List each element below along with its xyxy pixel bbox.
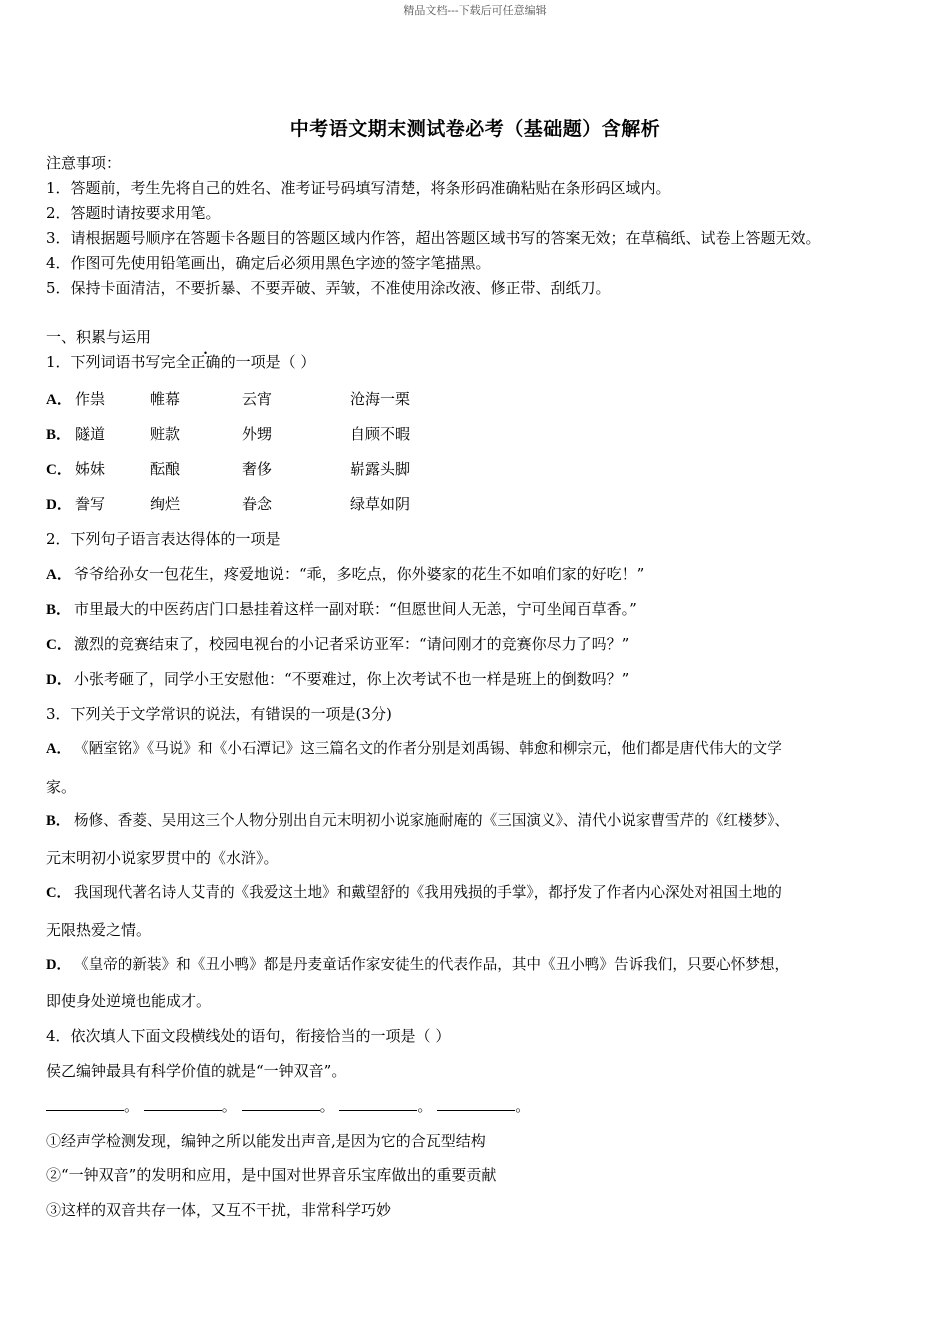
sentence-item: ①经声学检测发现，编钟之所以能发出声音,是因为它的合瓦型结构 (46, 1132, 486, 1150)
option-text-cont: 即使身处逆境也能成才。 (46, 992, 212, 1010)
answer-blank (242, 1096, 320, 1111)
option-letter: A． (46, 392, 72, 408)
option-word: 赃款 (150, 425, 181, 443)
option-b (46, 811, 789, 831)
sentence-item: ③这样的双音共存一体，又互不干扰，非常科学巧妙 (46, 1201, 392, 1219)
option-word: 酝酿 (150, 460, 181, 478)
option-word: 誊写 (75, 495, 106, 513)
option-letter: D． (46, 497, 72, 513)
blank-separator: 。 (124, 1097, 140, 1115)
header-note: 精品文档---下载后可任意编辑 (403, 4, 547, 17)
blank-separator: 。 (319, 1097, 335, 1115)
stem-text: 的一项是（ ） (220, 353, 316, 371)
answer-blank (339, 1096, 417, 1111)
option-text-cont: 家。 (46, 778, 77, 796)
question-3-stem: 3．下列关于文学常识的说法，有错误的一项是(3分) (46, 705, 392, 723)
option-word: 奢侈 (242, 460, 273, 478)
option-text: 杨修、香菱、吴用这三个人物分别出自元末明初小说家施耐庵的《三国演义》、清代小说家曹雪芹的《红楼梦》、 (74, 812, 790, 829)
option-text: 激烈的竞赛结束了，校园电视台的小记者采访亚军：“请问刚才的竞赛你尽力了吗？” (74, 635, 630, 653)
section-heading: 一、积累与运用 (46, 328, 152, 346)
option-letter: C． (46, 462, 72, 478)
notice-item: 2．答题时请按要求用笔。 (46, 204, 221, 222)
option-letter: B． (46, 813, 71, 829)
question-1-stem (46, 352, 315, 372)
option-c (46, 634, 629, 655)
option-b (46, 424, 74, 445)
blank-separator: 。 (515, 1097, 531, 1115)
option-text: 小张考砸了，同学小王安慰他：“不要难过，你上次考试不也一样是班上的倒数吗？” (74, 670, 630, 688)
emphasis-text: 正确 (190, 353, 221, 371)
question-4-stem: 4．依次填人下面文段横线处的语句，衔接恰当的一项是（ ） (46, 1027, 451, 1045)
answer-blank (144, 1096, 222, 1111)
option-word: 姊妹 (75, 460, 106, 478)
blank-separator: 。 (221, 1097, 237, 1115)
option-letter: C． (46, 637, 72, 653)
option-a (46, 389, 74, 410)
option-d (46, 494, 74, 515)
option-d (46, 955, 789, 975)
option-c (46, 883, 782, 903)
option-letter: D． (46, 957, 72, 973)
option-text: 我国现代著名诗人艾青的《我爱这土地》和戴望舒的《我用残损的手掌》，都抒发了作者内心深处对祖国土地的 (74, 884, 782, 901)
option-word: 隧道 (75, 425, 106, 443)
option-word: 外甥 (242, 425, 273, 443)
question-4-passage: 侯乙编钟最具有科学价值的就是“一钟双音”。 (46, 1062, 347, 1080)
option-letter: D． (46, 672, 72, 688)
option-letter: A． (46, 567, 72, 583)
option-word: 云宵 (242, 390, 273, 408)
option-word: 帷幕 (150, 390, 181, 408)
notice-heading: 注意事项： (46, 154, 122, 172)
option-word: 绚烂 (150, 495, 181, 513)
option-word: 沧海一栗 (350, 390, 411, 408)
option-d (46, 669, 629, 690)
sentence-item: ②“一钟双音”的发明和应用，是中国对世界音乐宝库做出的重要贡献 (46, 1166, 497, 1184)
option-text-cont: 无限热爱之情。 (46, 921, 152, 939)
blank-separator: 。 (417, 1097, 433, 1115)
option-word: 眷念 (242, 495, 273, 513)
notice-item: 1．答题前，考生先将自己的姓名、准考证号码填写清楚，将条形码准确粘贴在条形码区域内。 (46, 179, 671, 197)
option-word: 绿草如阴 (350, 495, 411, 513)
option-a (46, 739, 782, 759)
notice-item: 4．作图可先使用铅笔画出，确定后必须用黑色字迹的签字笔描黑。 (46, 254, 491, 272)
option-a (46, 564, 644, 585)
option-text: 爷爷给孙女一包花生，疼爱地说：“乖，多吃点，你外婆家的花生不如咱们家的好吃！” (74, 565, 645, 583)
option-letter: B． (46, 602, 72, 618)
option-letter: A． (46, 741, 72, 757)
option-word: 自顾不暇 (350, 425, 411, 443)
fill-in-blanks (46, 1096, 530, 1116)
option-word: 崭露头脚 (350, 460, 411, 478)
option-text: 市里最大的中医药店门口悬挂着这样一副对联：“但愿世间人无恙，宁可坐闻百草香。” (74, 600, 637, 618)
notice-item: 5．保持卡面清洁，不要折暴、不要弄破、弄皱，不准使用涂改液、修正带、刮纸刀。 (46, 279, 611, 297)
answer-blank (46, 1096, 124, 1111)
option-letter: C． (46, 885, 72, 901)
question-2-stem: 2．下列句子语言表达得体的一项是 (46, 530, 281, 548)
option-text: 《陋室铭》《马说》和《小石潭记》这三篇名文的作者分别是刘禹锡、韩愈和柳宗元，他们都是唐代伟大的文学 (74, 740, 782, 757)
option-letter: B． (46, 427, 72, 443)
page-title: 中考语文期末测试卷必考（基础题）含解析 (289, 118, 661, 140)
option-text-cont: 元末明初小说家罗贯中的《水浒》。 (46, 849, 279, 867)
option-c (46, 459, 74, 480)
notice-item: 3．请根据题号顺序在答题卡各题目的答题区域内作答，超出答题区域书写的答案无效；在草稿纸、试卷上答题无效。 (46, 229, 821, 247)
option-b (46, 599, 637, 620)
option-text: 《皇帝的新装》和《丑小鸭》都是丹麦童话作家安徒生的代表作品，其中《丑小鸭》告诉我们，只要心怀梦想， (74, 956, 790, 973)
answer-blank (437, 1096, 515, 1111)
option-word: 作祟 (75, 390, 106, 408)
stem-text: 1．下列词语书写完全 (46, 353, 191, 371)
